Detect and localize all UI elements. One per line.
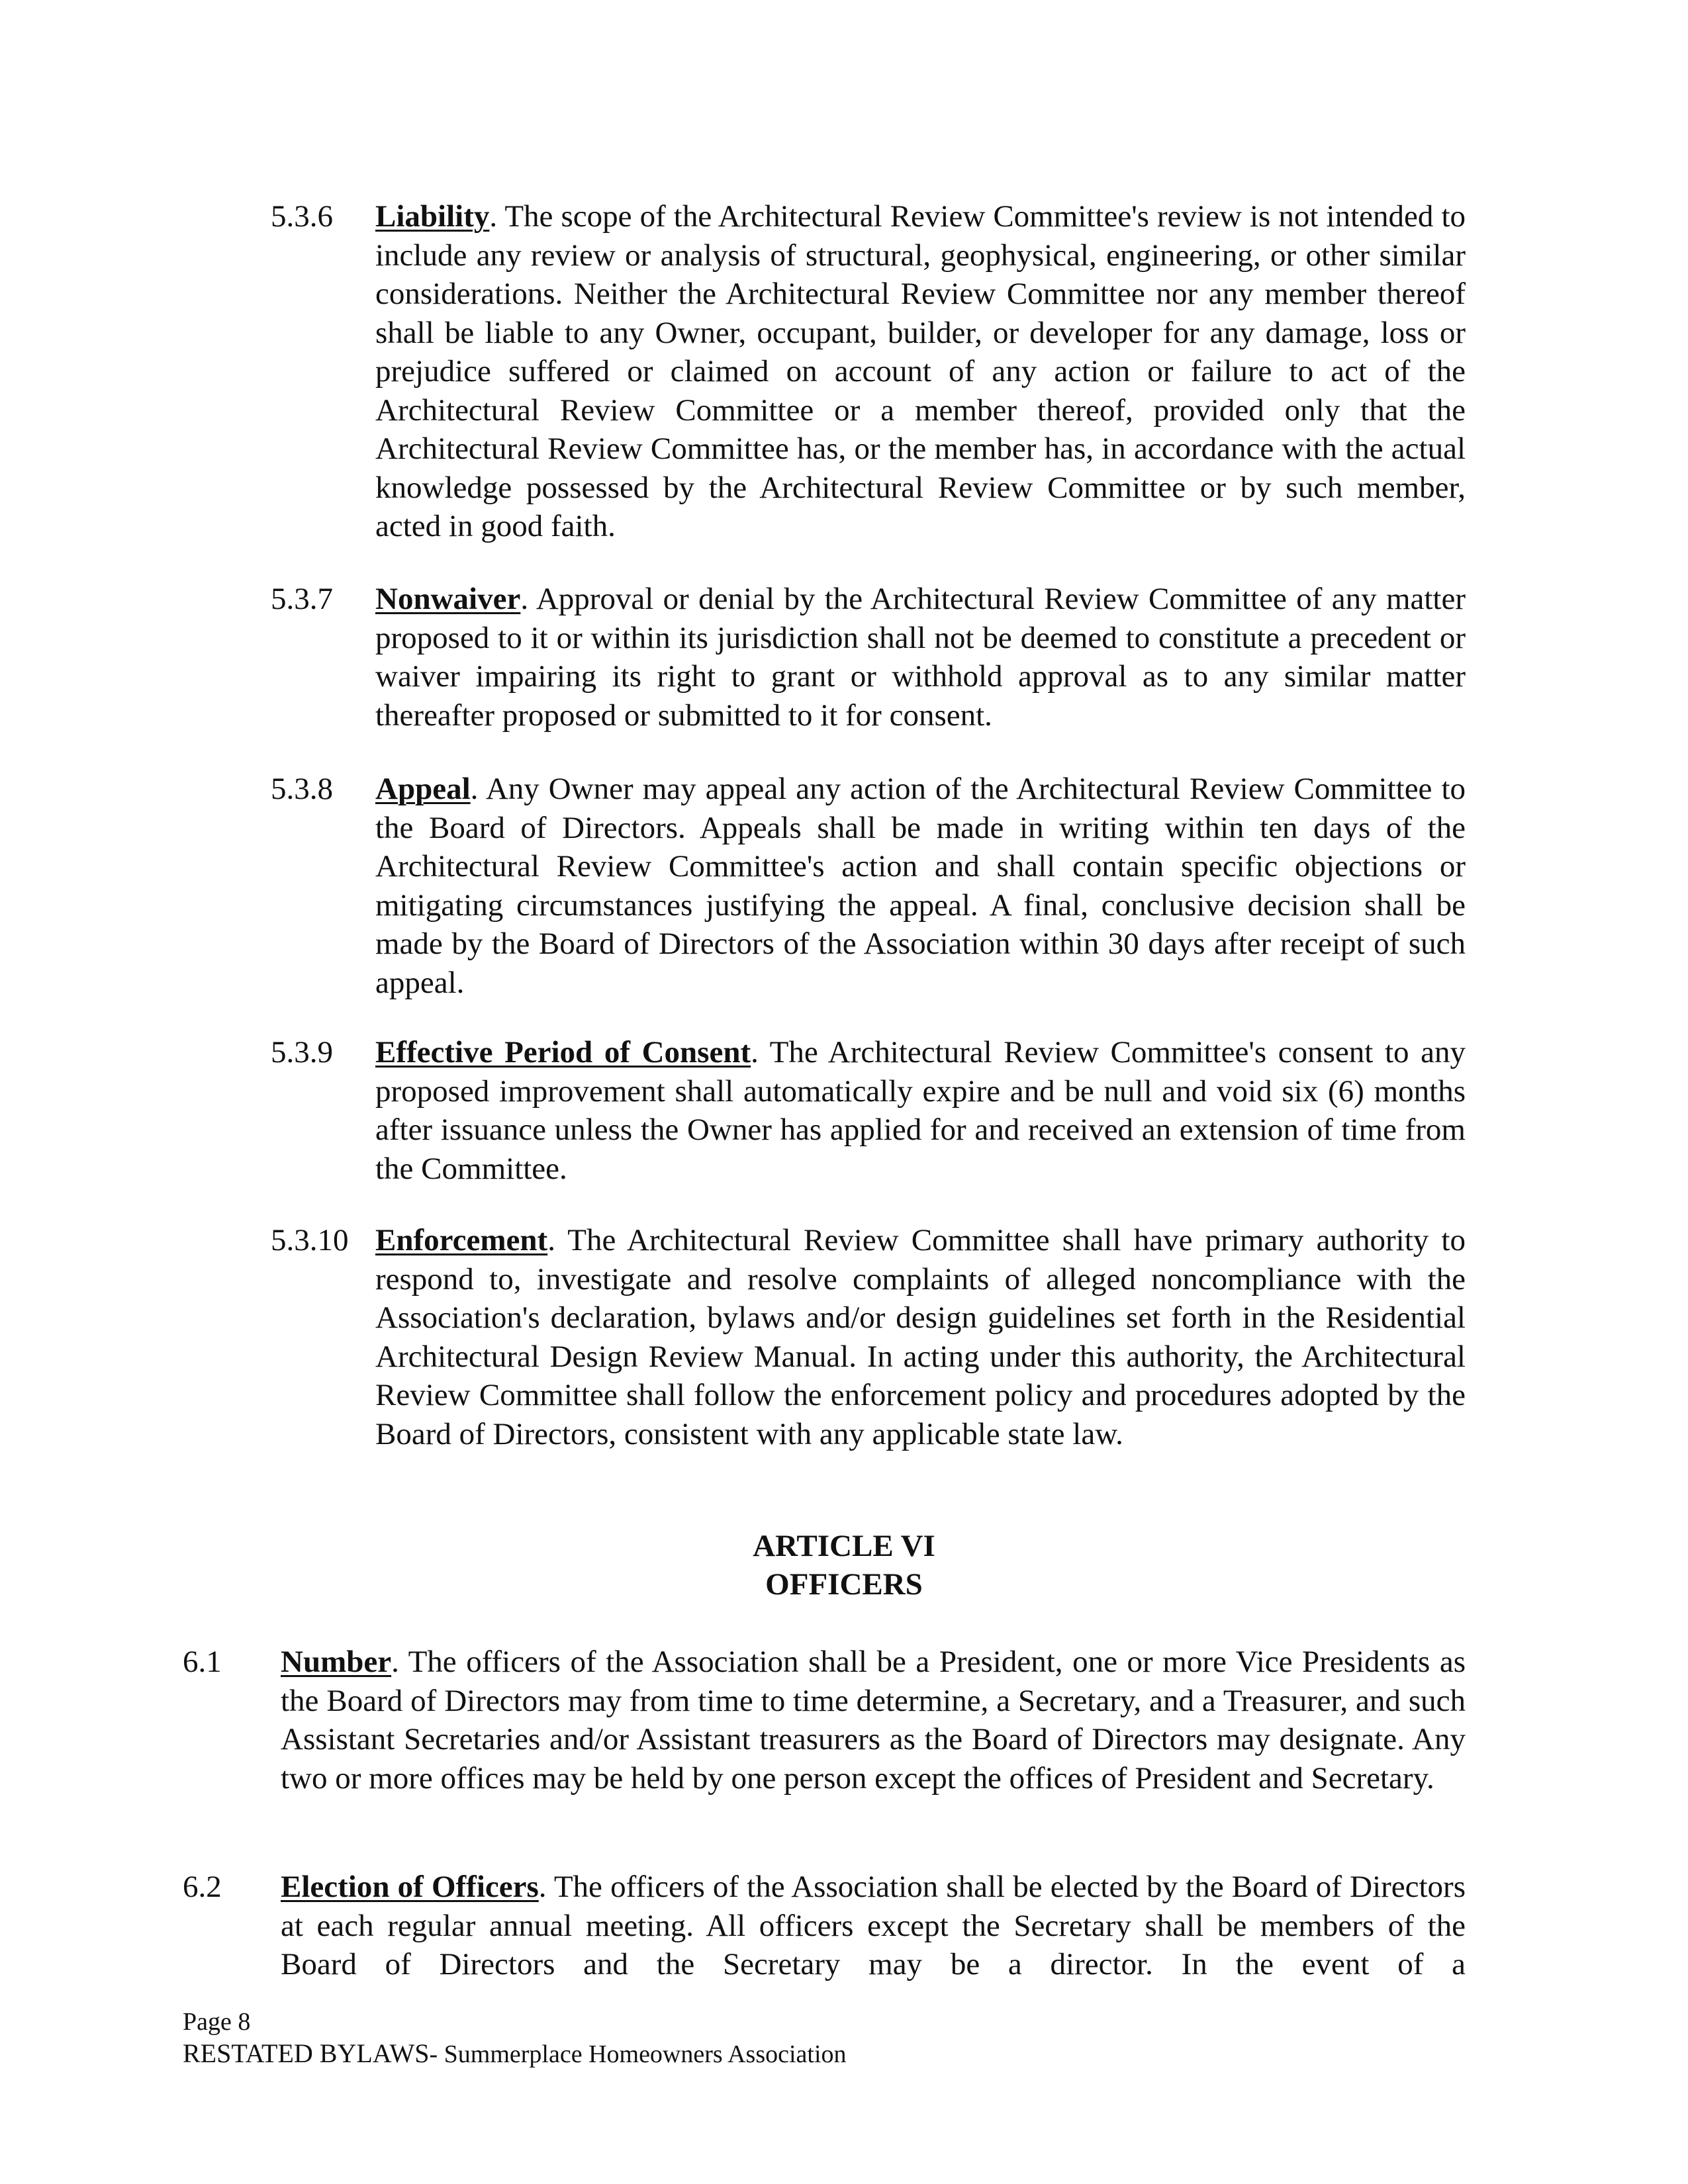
document-title-caps: RESTATED BYLAWS	[183, 2038, 430, 2068]
section-text: . Approval or denial by the Architectural Review Committee of any matter proposed to it or within its jurisdiction shall not be deemed to constitute a precedent or waiver impairing its right to grant or withhold approval as to any similar matter thereafter proposed or submitted to it for consent.	[375, 582, 1466, 733]
section-text: . The Architectural Review Committee shall have primary authority to respond to, investigate and resolve complaints of alleged noncompliance with the Association's declaration, bylaws and/or design guidelines set forth in the Residential Architectural Design Review Manual. In acting under this authority, the Architectural Review Committee shall follow the enforcement policy and procedures adopted by the Board of Directors, consistent with any applicable state law.	[375, 1223, 1466, 1451]
section-5-3-6	[375, 197, 1466, 546]
article-subtitle: OFFICERS	[765, 1567, 923, 1602]
section-5-3-10	[375, 1221, 1466, 1453]
section-number: 5.3.7	[271, 582, 333, 616]
section-text: . Any Owner may appeal any action of the Architectural Review Committee to the Board of Directors. Appeals shall be made in writing within ten days of the Architectural Review Committee's action and shall contain specific objections or mitigating circumstances justifying the appeal. A final, conclusive decision shall be made by the Board of Directors of the Association within 30 days after receipt of such appeal.	[375, 772, 1466, 1000]
section-text: . The officers of the Association shall be a President, one or more Vice Presidents as the Board of Directors may from time to time determine, a Secretary, and a Treasurer, and such Assistant Secretaries and/or Assistant treasurers as the Board of Directors may designate. Any two or more offices may be held by one person except the offices of President and Secretary.	[281, 1645, 1466, 1796]
section-6-2	[281, 1868, 1466, 1984]
document-title	[183, 2037, 847, 2071]
section-heading: Nonwaiver	[375, 582, 521, 616]
section-number: 6.2	[183, 1870, 222, 1904]
section-number: 5.3.10	[271, 1223, 349, 1257]
section-number: 5.3.9	[271, 1035, 333, 1069]
section-number: 6.1	[183, 1645, 222, 1679]
section-text: . The officers of the Association shall be elected by the Board of Directors at each regular annual meeting. All officers except the Secretary shall be members of the Board of Directors and the Secretary may be a director. In the event of a	[281, 1870, 1466, 1981]
section-text: . The Architectural Review Committee's consent to any proposed improvement shall automatically expire and be null and void six (6) months after issuance unless the Owner has applied for and received an extension of time from the Committee.	[375, 1035, 1466, 1186]
section-6-1	[281, 1643, 1466, 1797]
section-text: . The scope of the Architectural Review Committee's review is not intended to include any review or analysis of structural, geophysical, engineering, or other similar considerations. Neither the Architectural Review Committee nor any member thereof shall be liable to any Owner, occupant, builder, or developer for any damage, loss or prejudice suffered or claimed on account of any action or failure to act of the Architectural Review Committee or a member thereof, provided only that the Architectural Review Committee has, or the member has, in accordance with the actual knowledge possessed by the Architectural Review Committee or by such member, acted in good faith.	[375, 199, 1466, 543]
section-5-3-9	[375, 1033, 1466, 1188]
section-heading: Election of Officers	[281, 1870, 539, 1904]
section-5-3-8	[375, 770, 1466, 1002]
article-title: ARTICLE VI	[753, 1529, 935, 1563]
section-heading: Number	[281, 1645, 392, 1679]
section-number: 5.3.6	[271, 199, 333, 234]
document-title-rest: - Summerplace Homeowners Association	[429, 2040, 847, 2068]
section-heading: Appeal	[375, 772, 471, 806]
section-heading: Effective Period of Consent	[375, 1035, 751, 1069]
section-5-3-7	[375, 580, 1466, 735]
section-heading: Liability	[375, 199, 490, 234]
section-heading: Enforcement	[375, 1223, 548, 1257]
page-number: Page 8	[183, 2008, 251, 2036]
section-number: 5.3.8	[271, 772, 333, 806]
